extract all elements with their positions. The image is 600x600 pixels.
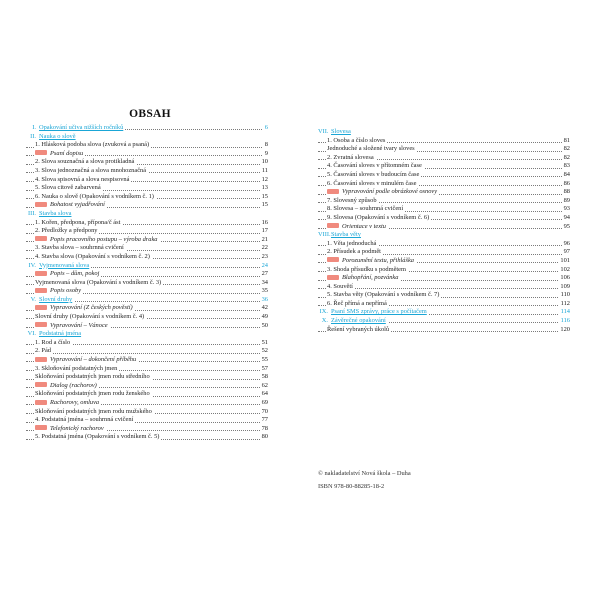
entry-title: Vypravování podle obrázkové osnovy — [342, 188, 438, 196]
page-number: 82 — [563, 153, 570, 161]
toc-entry — [26, 193, 268, 202]
entry-title: 1. Hlásková podoba slova (zvuková a psaná) — [35, 141, 150, 149]
page-number: 8 — [264, 141, 268, 149]
page-number: 101 — [560, 256, 570, 264]
page-number: 77 — [261, 416, 268, 424]
entry-title: 2. Pád — [35, 347, 51, 355]
page-number: 49 — [261, 313, 268, 321]
page-number: 120 — [560, 325, 570, 333]
chapter-number: X. — [321, 317, 328, 325]
entry-title: Psaní dopisu — [50, 149, 84, 157]
entry-title: 4. Souvětí — [327, 282, 353, 290]
page-number: 70 — [261, 407, 268, 415]
page-number: 6 — [264, 124, 268, 131]
entry-title: 4. Stavba slova (Opakování s vodníkem č. 2) — [35, 252, 150, 260]
entry-title: 7. Slovesný způsob — [327, 196, 377, 204]
page-number: 21 — [261, 235, 268, 243]
page-number: 81 — [563, 136, 570, 144]
toc-entry — [318, 205, 570, 214]
toc-chapter — [26, 296, 268, 305]
copyright-line: © nakladatelství Nová škola – Duha — [318, 470, 411, 477]
page-number: 16 — [261, 218, 268, 226]
toc-entry — [318, 326, 570, 335]
writing-badge-icon — [327, 189, 339, 194]
toc-chapter — [318, 128, 570, 137]
toc-writing-entry — [26, 356, 268, 365]
writing-badge-icon — [35, 271, 47, 276]
chapter-title: Opakování učiva nižších ročníků — [39, 124, 124, 131]
page-number: 83 — [563, 162, 570, 170]
page-number: 35 — [261, 287, 268, 295]
entry-title: Porozumění textu, přihláška — [342, 256, 415, 264]
chapter-number: IX. — [319, 308, 328, 316]
entry-title: 8. Slovesa – souhrnná cvičení — [327, 205, 404, 213]
page-number: 15 — [261, 192, 268, 200]
page-title: OBSAH — [129, 108, 171, 120]
writing-badge-icon — [35, 322, 47, 327]
page-number: 93 — [563, 205, 570, 213]
toc-entry — [26, 408, 268, 417]
toc-entry — [318, 266, 570, 275]
entry-title: 2. Přísudek a podmět — [327, 248, 381, 256]
chapter-number: III. — [28, 209, 36, 217]
entry-title: Vypravování – Vánoce — [50, 321, 108, 329]
toc-entry — [26, 141, 268, 150]
entry-title: 5. Stavba věty (Opakování s vodníkem č. 7) — [327, 291, 440, 299]
entry-title: Blahopřání, pozvánka — [342, 274, 399, 282]
toc-entry — [26, 167, 268, 176]
entry-title: 1. Osoba a číslo sloves — [327, 136, 386, 144]
chapter-number: VII. — [318, 128, 329, 135]
toc-entry — [318, 291, 570, 300]
entry-title: 1. Rod a číslo — [35, 338, 71, 346]
page-number: 96 — [563, 239, 570, 247]
toc-entry — [318, 171, 570, 180]
entry-title: Popis osoby — [50, 287, 82, 295]
entry-title: Popis pracovního postupu – výroba draka — [50, 235, 158, 243]
toc-entry — [318, 137, 570, 146]
toc-entry — [318, 283, 570, 292]
entry-title: 4. Časování sloves v přítomném čase — [327, 162, 422, 170]
toc-entry — [26, 365, 268, 374]
writing-badge-icon — [35, 382, 47, 387]
page-number: 114 — [560, 308, 570, 316]
page-number: 102 — [560, 265, 570, 273]
toc-entry — [26, 390, 268, 399]
entry-title: 2. Předložky a předpony — [35, 227, 98, 235]
entry-title: Dialog (rachorov) — [50, 381, 97, 389]
writing-badge-icon — [35, 400, 47, 405]
chapter-title: Psaní SMS zprávy, práce s počítačem — [331, 308, 427, 316]
entry-title: Řešení vybraných úkolů — [327, 325, 390, 333]
chapter-title: Stavba slova — [39, 209, 72, 217]
toc-chapter — [318, 317, 570, 326]
entry-title: 6. Nauka o slově (Opakování s vodníkem č. 1) — [35, 192, 154, 200]
toc-writing-entry — [318, 257, 570, 266]
toc-entry — [26, 433, 268, 442]
toc-entry — [26, 219, 268, 228]
entry-title: Skloňování podstatných jmen rodu středního — [35, 373, 150, 381]
page-number: 12 — [261, 175, 268, 183]
chapter-number: VI. — [27, 330, 36, 338]
writing-badge-icon — [35, 305, 47, 310]
leader-dots — [318, 288, 570, 289]
entry-title: 4. Podstatná jména – souhrnná cvičení — [35, 416, 134, 424]
entry-title: Skloňování podstatných jmen rodu ženského — [35, 390, 150, 398]
page-number: 89 — [563, 196, 570, 204]
page-number: 42 — [261, 304, 268, 312]
chapter-number: V. — [30, 295, 36, 303]
toc-chapter — [318, 308, 570, 317]
writing-badge-icon — [35, 288, 47, 293]
writing-badge-icon — [327, 223, 339, 228]
page-number: 82 — [563, 145, 570, 153]
toc-entry — [318, 145, 570, 154]
entry-title: 3. Skloňování podstatných jmen — [35, 364, 118, 372]
entry-title: Orientace v textu — [342, 222, 387, 230]
writing-badge-icon — [327, 275, 339, 280]
page-number: 97 — [563, 248, 570, 256]
page-number: 52 — [261, 347, 268, 355]
entry-title: 2. Zvratná slovesa — [327, 153, 374, 161]
toc-entry — [318, 214, 570, 223]
chapter-title: Nauka o slově — [39, 132, 76, 140]
page-number: 78 — [261, 424, 268, 432]
toc-entry — [26, 313, 268, 322]
toc-chapter — [26, 124, 268, 133]
toc-chapter — [318, 231, 570, 240]
toc-left-column — [26, 124, 268, 442]
toc-writing-entry — [26, 201, 268, 210]
page-number: 27 — [261, 270, 268, 278]
toc-entry — [26, 416, 268, 425]
toc-writing-entry — [318, 223, 570, 232]
toc-entry — [26, 176, 268, 185]
toc-chapter — [26, 210, 268, 219]
entry-title: 1. Věta jednoduchá — [327, 239, 377, 247]
toc-writing-entry — [26, 399, 268, 408]
toc-writing-entry — [26, 382, 268, 391]
chapter-title: Podstatná jména — [39, 330, 82, 338]
writing-badge-icon — [35, 425, 47, 430]
page-number: 88 — [563, 188, 570, 196]
page-number: 15 — [261, 201, 268, 209]
entry-title: Slovní druhy (Opakování s vodníkem č. 4) — [35, 313, 145, 321]
toc-entry — [26, 339, 268, 348]
page-number: 62 — [261, 381, 268, 389]
page-number: 36 — [261, 295, 268, 303]
page-number: 34 — [261, 278, 268, 286]
page-number: 23 — [261, 252, 268, 260]
page-number: 116 — [560, 317, 570, 325]
toc-writing-entry — [26, 322, 268, 331]
page-number: 24 — [261, 261, 268, 269]
toc-entry — [318, 248, 570, 257]
page-number: 109 — [560, 282, 570, 290]
chapter-number: IV. — [28, 261, 36, 269]
entry-title: Bohatost vyjadřování — [50, 201, 105, 209]
entry-title: 2. Slova souznačná a slova protikladná — [35, 158, 135, 166]
page-number: 95 — [563, 222, 570, 230]
entry-title: Jednoduché a složené tvary sloves — [327, 145, 415, 153]
page-number: 86 — [563, 179, 570, 187]
toc-writing-entry — [26, 425, 268, 434]
leader-dots — [26, 353, 268, 354]
page-number: 64 — [261, 390, 268, 398]
page-number: 80 — [261, 433, 268, 441]
toc-writing-entry — [318, 274, 570, 283]
entry-title: 3. Shoda přísudku s podmětem — [327, 265, 406, 273]
page-number: 112 — [560, 299, 570, 307]
entry-title: 5. Časování sloves v budoucím čase — [327, 170, 420, 178]
page-number: 55 — [261, 356, 268, 364]
entry-title: 6. Řeč přímá a nepřímá — [327, 299, 387, 307]
toc-chapter — [26, 133, 268, 142]
entry-title: Skloňování podstatných jmen rodu mužského — [35, 407, 152, 415]
page-number: 10 — [261, 158, 268, 166]
toc-entry — [26, 279, 268, 288]
toc-right-column — [318, 128, 570, 334]
page-number: 94 — [563, 213, 570, 221]
writing-badge-icon — [327, 257, 339, 262]
toc-entry — [26, 227, 268, 236]
entry-title: 9. Slovesa (Opakování s vodníkem č. 6) — [327, 213, 430, 221]
entry-title: Telefonický rachorov — [50, 424, 104, 432]
entry-title: Vypravování (Z českých pověstí) — [50, 304, 133, 312]
entry-title: Vypravování – dokončení příběhu — [50, 356, 137, 364]
entry-title: Rachorovy, omluva — [50, 399, 100, 406]
isbn-line: ISBN 978-80-88285-18-2 — [318, 483, 385, 490]
chapter-number: VIII. — [318, 231, 331, 239]
entry-title: Vyjmenovaná slova (Opakování s vodníkem č. 3) — [35, 278, 162, 286]
writing-badge-icon — [35, 357, 47, 362]
writing-badge-icon — [35, 236, 47, 241]
toc-writing-entry — [26, 236, 268, 245]
imprint — [318, 467, 411, 493]
toc-writing-entry — [26, 150, 268, 159]
writing-badge-icon — [35, 202, 47, 207]
page-number: 11 — [261, 166, 268, 174]
page-number: 13 — [261, 184, 268, 192]
entry-title: 6. Časování sloves v minulém čase — [327, 179, 417, 187]
page-number: 110 — [560, 291, 570, 299]
entry-title: 5. Podstatná jména (Opakování s vodníkem č. 5) — [35, 433, 160, 441]
toc-entry — [26, 373, 268, 382]
toc-chapter — [26, 330, 268, 339]
toc-entry — [318, 240, 570, 249]
entry-title: 1. Kořen, předpona, přípona/č ást — [35, 218, 121, 226]
toc-entry — [318, 180, 570, 189]
page-number: 84 — [563, 170, 570, 178]
entry-title: 3. Slova jednoznačná a slova mnohoznačná — [35, 166, 147, 174]
toc-entry — [318, 300, 570, 309]
toc-entry — [318, 197, 570, 206]
entry-title: 3. Stavba slova – souhrnná cvičení — [35, 244, 124, 252]
page-number: 22 — [261, 244, 268, 252]
chapter-title: Vyjmenovaná slova — [39, 261, 90, 269]
chapter-number: I. — [32, 124, 36, 131]
chapter-title: Stavba věty — [331, 231, 361, 239]
chapter-number: II. — [30, 132, 36, 140]
page-number: 9 — [264, 149, 268, 157]
toc-entry — [26, 184, 268, 193]
page-number: 17 — [261, 227, 268, 235]
page-number: 57 — [261, 364, 268, 372]
page-number: 50 — [261, 321, 268, 329]
writing-badge-icon — [35, 150, 47, 155]
chapter-title: Závěrečné opakování — [331, 317, 386, 325]
toc-entry — [26, 253, 268, 262]
toc-writing-entry — [26, 270, 268, 279]
entry-title: 4. Slova spisovná a slova nespisovná — [35, 175, 130, 183]
toc-entry — [318, 162, 570, 171]
entry-title: 5. Slova citově zabarvená — [35, 184, 101, 192]
toc-writing-entry — [318, 188, 570, 197]
toc-writing-entry — [26, 287, 268, 296]
page-number: 69 — [261, 399, 268, 406]
chapter-title: Slovesa — [331, 128, 351, 135]
page-number: 51 — [261, 338, 268, 346]
toc-writing-entry — [26, 304, 268, 313]
toc-entry — [26, 347, 268, 356]
entry-title: Popis – dům, pokoj — [50, 270, 100, 278]
toc-entry — [26, 158, 268, 167]
page-number: 106 — [560, 274, 570, 282]
toc-chapter — [26, 262, 268, 271]
toc-entry — [26, 244, 268, 253]
chapter-title: Slovní druhy — [39, 295, 73, 303]
page-number: 58 — [261, 373, 268, 381]
